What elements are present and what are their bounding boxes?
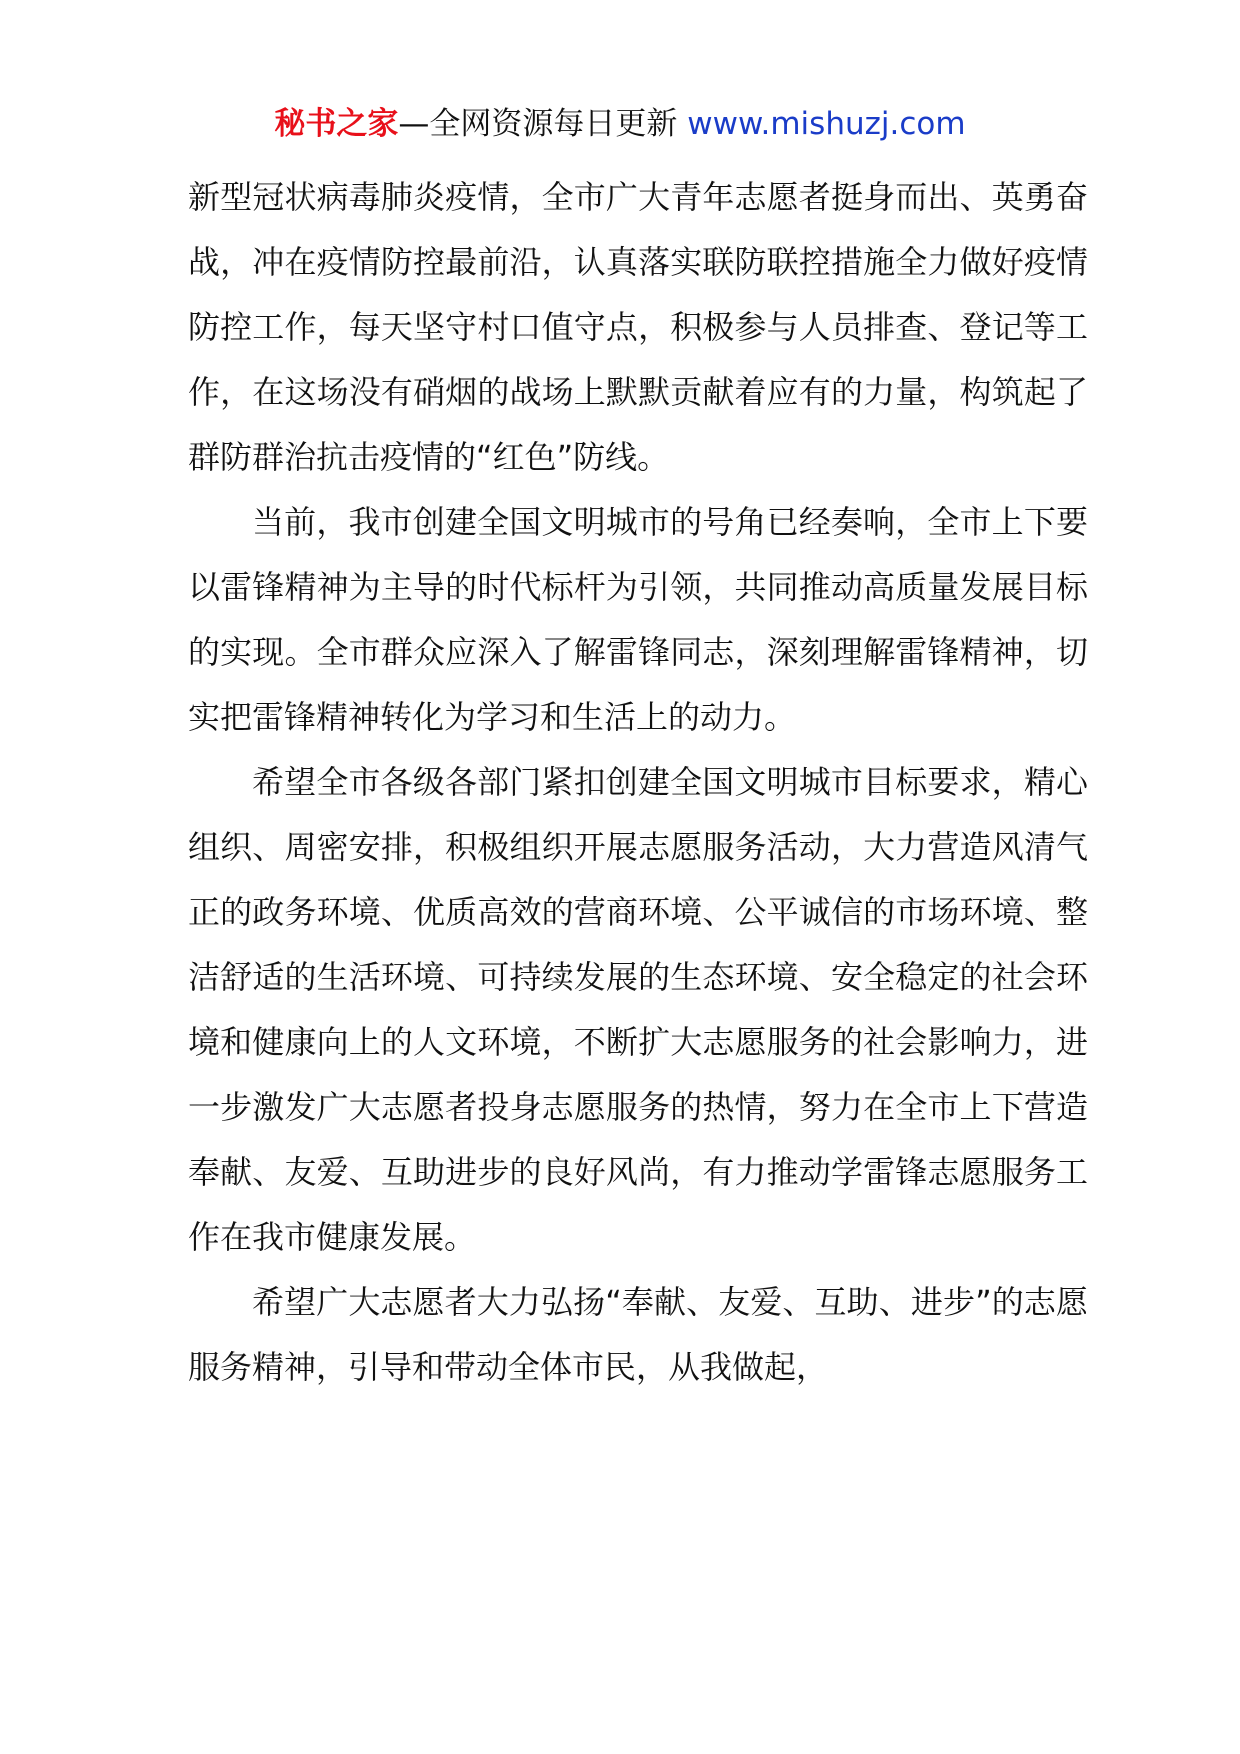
paragraph-4: 希望广大志愿者大力弘扬“奉献、友爱、互助、进步”的志愿服务精神，引导和带动全体市民，从我做起， bbox=[188, 1283, 1088, 1386]
document-body bbox=[188, 165, 1088, 1400]
paragraph-2: 当前，我市创建全国文明城市的号角已经奏响，全市上下要以雷锋精神为主导的时代标杆为引领，共同推动高质量发展目标的实现。全市群众应深入了解雷锋同志，深刻理解雷锋精神，切实把雷锋精神转化为学习和生活上的动力。 bbox=[188, 503, 1088, 736]
header-tagline: —全网资源每日更新 bbox=[398, 106, 688, 142]
brand-name: 秘书之家 bbox=[274, 106, 399, 142]
paragraph-3: 希望全市各级各部门紧扣创建全国文明城市目标要求，精心组织、周密安排，积极组织开展志愿服务活动，大力营造风清气正的政务环境、优质高效的营商环境、公平诚信的市场环境、整洁舒适的生活环境、可持续发展的生态环境、安全稳定的社会环境和健康向上的人文环境，不断扩大志愿服务的社会影响力，进一步激发广大志愿者投身志愿服务的热情，努力在全市上下营造奉献、友爱、互助进步的良好风尚，有力推动学雷锋志愿服务工作在我市健康发展。 bbox=[188, 763, 1088, 1256]
paragraph-1: 新型冠状病毒肺炎疫情，全市广大青年志愿者挺身而出、英勇奋战，冲在疫情防控最前沿，认真落实联防联控措施全力做好疫情防控工作，每天坚守村口值守点，积极参与人员排查、登记等工作，在这场没有硝烟的战场上默默贡献着应有的力量，构筑起了群防群治抗击疫情的“红色”防线。 bbox=[188, 178, 1088, 476]
website-url[interactable]: www.mishuzj.com bbox=[687, 106, 966, 142]
page-header bbox=[0, 102, 1240, 146]
